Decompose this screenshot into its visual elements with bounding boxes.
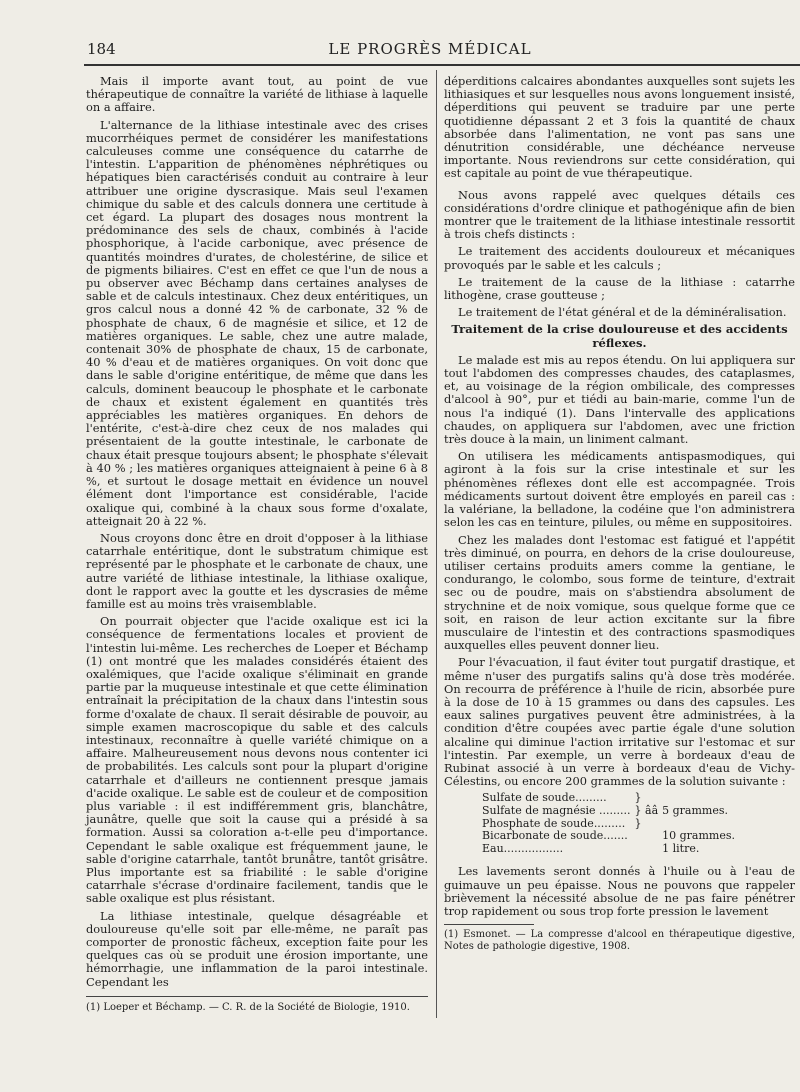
header-rule bbox=[84, 64, 800, 66]
page-number: 184 bbox=[87, 40, 116, 58]
paragraph: Nous avons rappelé avec quelques détails ces considérations d'ordre clinique et pathogénique afin de bien montrer que le traitement de la lithiase intestinale ressortit à trois chefs distincts : bbox=[444, 187, 795, 242]
formula-dose: 10 grammes. bbox=[662, 829, 736, 843]
paragraph: On utilisera les médicaments antispasmodiques, qui agiront à la fois sur la crise intestinale et sur les phénomènes réflexes dont elle est accompagnée. Trois médicaments surtout doivent être employés en pareil cas : la valériane, la belladone, la codéine que l'on administrera selon les cas en teinture, pilules, ou même en suppositoires. bbox=[444, 449, 795, 530]
formula-row bbox=[482, 805, 739, 818]
prescription-formula bbox=[482, 792, 795, 855]
formula-mark bbox=[635, 830, 663, 843]
formula-table bbox=[482, 792, 739, 855]
footnote: (1) Loeper et Béchamp. — C. R. de la Société de Biologie, 1910. bbox=[86, 1002, 410, 1013]
formula-row bbox=[482, 830, 739, 843]
left-footnote-area bbox=[86, 1002, 428, 1018]
journal-title: LE PROGRÈS MÉDICAL bbox=[328, 40, 532, 58]
paragraph: Pour l'évacuation, il faut éviter tout purgatif drastique, et même n'user des purgatifs salins qu'à dose très modérée. On recourra de préférence à l'huile de ricin, absorbée pure à la dose de 10 à 15 grammes ou dans des capsules. Les eaux salines purgatives peuvent être administrées, à la condition d'être coupées avec partie égale d'une solution alcaline qui diminue l'action irritative sur l'estomac et sur l'intestin. Par exemple, un verre à bordeaux d'eau de Rubinat associé à un verre à bordeaux d'eau de Vichy-Célestins, ou encore 200 grammes de la solution suivante : bbox=[444, 655, 795, 789]
formula-dose: 5 grammes. bbox=[662, 803, 729, 817]
running-header bbox=[80, 40, 780, 64]
paragraph: Mais il importe avant tout, au point de vue thérapeutique de connaître la variété de lithiase à laquelle on a affaire. bbox=[86, 74, 428, 115]
footnote-rule bbox=[86, 996, 428, 997]
right-column bbox=[444, 75, 795, 957]
formula-item: Sulfate de soude......... bbox=[482, 791, 607, 805]
paragraph: On pourrait objecter que l'acide oxalique est ici la conséquence de fermentations locales et provient de l'intestin lui-même. Les recherches de Loeper et Béchamp (1) ont montré que les malades considérés étaient des oxalémiques, que l'acide oxalique s'éliminait en grande partie par la muqueuse intestinale et que cette élimination entraînait la précipitation de la chaux dans l'intestin sous forme d'oxalate de chaux. Il serait désirable de pouvoir, au simple examen macroscopique du sable et des calculs intestinaux, reconnaître à quelle variété chimique on a affaire. Malheureusement nous devons nous contenter ici de probabilités. Les calculs sont pour la plupart d'origine catarrhale et d'ailleurs ne contiennent presque jamais d'acide oxalique. Le sable est de couleur et de composition plus variable : il est indifféremment gris, blanchâtre, jaunâtre, quelle que soit la cause qui a présidé à sa formation. Aussi sa coloration a-t-elle peu d'importance. Cependant le sable oxalique est fréquemment jaune, le sable d'origine catarrhale, tantôt brunâtre, tantôt grisâtre. Plus importante est sa friabilité : le sable d'origine catarrhale s'écrase d'ordinaire facilement, tandis que le sable oxalique est plus résistant. bbox=[86, 614, 428, 906]
left-column bbox=[86, 75, 428, 993]
paragraph: Le malade est mis au repos étendu. On lui appliquera sur tout l'abdomen des compresses chaudes, des cataplasmes, et, au voisinage de la région ombilicale, des compresses d'alcool à 90°, pur et tiédi au bain-marie, comme l'un de nous l'a indiqué (1). Dans l'intervalle des applications chaudes, on appliquera sur l'abdomen, avec une friction très douce à la main, un liniment calmant. bbox=[444, 352, 795, 447]
formula-mark bbox=[635, 843, 663, 856]
footnote-rule bbox=[444, 924, 534, 925]
footnote: (1) Esmonet. — La compresse d'alcool en thérapeutique digestive, Notes de pathologie digestive, 1908. bbox=[444, 929, 795, 953]
paragraph: Le traitement de la cause de la lithiase : catarrhe lithogène, crase goutteuse ; bbox=[444, 274, 795, 303]
formula-item: Sulfate de magnésie ......... bbox=[482, 803, 631, 817]
paragraph: La lithiase intestinale, quelque désagréable et douloureuse qu'elle soit par elle-même, ne paraît pas comporter de pronostic fâcheux, exception faite pour les quelques cas où se produit une érosion importante, une hémorrhagie, une inflammation de la paroi intestinale. Cependant les bbox=[86, 908, 428, 989]
formula-mark: } ââ bbox=[634, 803, 659, 817]
paragraph: déperditions calcaires abondantes auxquelles sont sujets les lithiasiques et sur lesquelles nous avons longuement insisté, déperditions qui peuvent se traduire par une perte quotidienne dépassant 2 et 3 fois la quantité de chaux absorbée dans l'alimentation, ne vont pas sans une dénutrition considérable, une déchéance nerveuse importante. Nous reviendrons sur cette considération, qui est capitale au point de vue thérapeutique. bbox=[444, 74, 795, 181]
formula-dose: 1 litre. bbox=[662, 841, 700, 855]
paragraph: Le traitement des accidents douloureux et mécaniques provoqués par le sable et les calculs ; bbox=[444, 244, 795, 272]
formula-row bbox=[482, 843, 739, 856]
section-heading: Traitement de la crise douloureuse et des accidents réflexes. bbox=[451, 322, 788, 350]
formula-item: Bicarbonate de soude....... bbox=[482, 829, 628, 843]
formula-mark: } bbox=[634, 816, 642, 830]
paragraph: L'alternance de la lithiase intestinale avec des crises mucorrhéiques permet de considérer les manifestations calculeuses comme une conséquence du catarrhe de l'intestin. L'apparition de phénomènes néphrétiques ou hépatiques bien caractérisés conduit au contraire à leur attribuer une origine dyscrasique. Mais seul l'examen chimique du sable et des calculs donnera une certitude à cet égard. La plupart des dosages nous montrent la prédominance des sels de chaux, combinés à l'acide phosphorique, à l'acide carbonique, avec présence de quantités moindres d'urates, de cholestérine, de silice et de pigments biliaires. C'est en effet ce que l'un de nous a pu observer avec Béchamp dans certaines analyses de sable et de calculs intestinaux. Chez deux entéritiques, un gros calcul nous a donné 42 % de carbonate, 32 % de phosphate de chaux, 6 de magnésie et silice, et 12 de matières organiques. Le sable, chez une autre malade, contenait 30% de phosphate de chaux, 15 de carbonate, 40 % d'eau et de matières organiques. On voit donc que dans le sable d'origine entéritique, de même que dans les calculs, dominent beaucoup le phosphate et le carbonate de chaux et existent également en quantités très appréciables les matières organiques. En dehors de l'entérite, c'est-à-dire chez ceux de nos malades qui présentaient de la goutte intestinale, le carbonate de chaux était presque toujours absent; le phosphate s'élevait à 40 % ; les matières organiques atteignaient à peine 6 à 8 %, et surtout le dosage mettait en évidence un nouvel élément dont l'importance est considérable, l'acide oxalique qui, combiné à la chaux sous forme d'oxalate, atteignait 20 à 22 %. bbox=[86, 117, 428, 528]
paragraph: Le traitement de l'état général et de la déminéralisation. bbox=[458, 305, 787, 320]
formula-item: Eau................. bbox=[482, 841, 564, 855]
paragraph: Les lavements seront donnés à l'huile ou à l'eau de guimauve un peu épaisse. Nous ne pouvons que rappeler brièvement la nécessité absolue de ne pas faire pénétrer trop rapidement ou sous trop forte pression le lavement bbox=[444, 864, 795, 918]
formula-mark: } bbox=[634, 791, 642, 805]
formula-item: Phosphate de soude......... bbox=[482, 816, 626, 830]
paragraph: Nous croyons donc être en droit d'opposer à la lithiase catarrhale entéritique, dont le substratum chimique est représenté par le phosphate et le carbonate de chaux, une autre variété de lithiase intestinale, la lithiase oxalique, dont le rapport avec la goutte et les dyscrasies de même famille est au moins très vraisemblable. bbox=[86, 530, 428, 611]
paragraph: Chez les malades dont l'estomac est fatigué et l'appétit très diminué, on pourra, en dehors de la crise douloureuse, utiliser certains produits amers comme la gentiane, le condurango, le colombo, sous forme de teinture, d'extrait sec ou de poudre, mais on s'abstiendra absolument de strychnine et de noix vomique, sous quelque forme que ce soit, en raison de leur action excitante sur la fibre musculaire de l'intestin et des contractions spasmodiques auxquelles elles peuvent donner lieu. bbox=[444, 532, 795, 653]
column-divider bbox=[436, 70, 437, 1018]
